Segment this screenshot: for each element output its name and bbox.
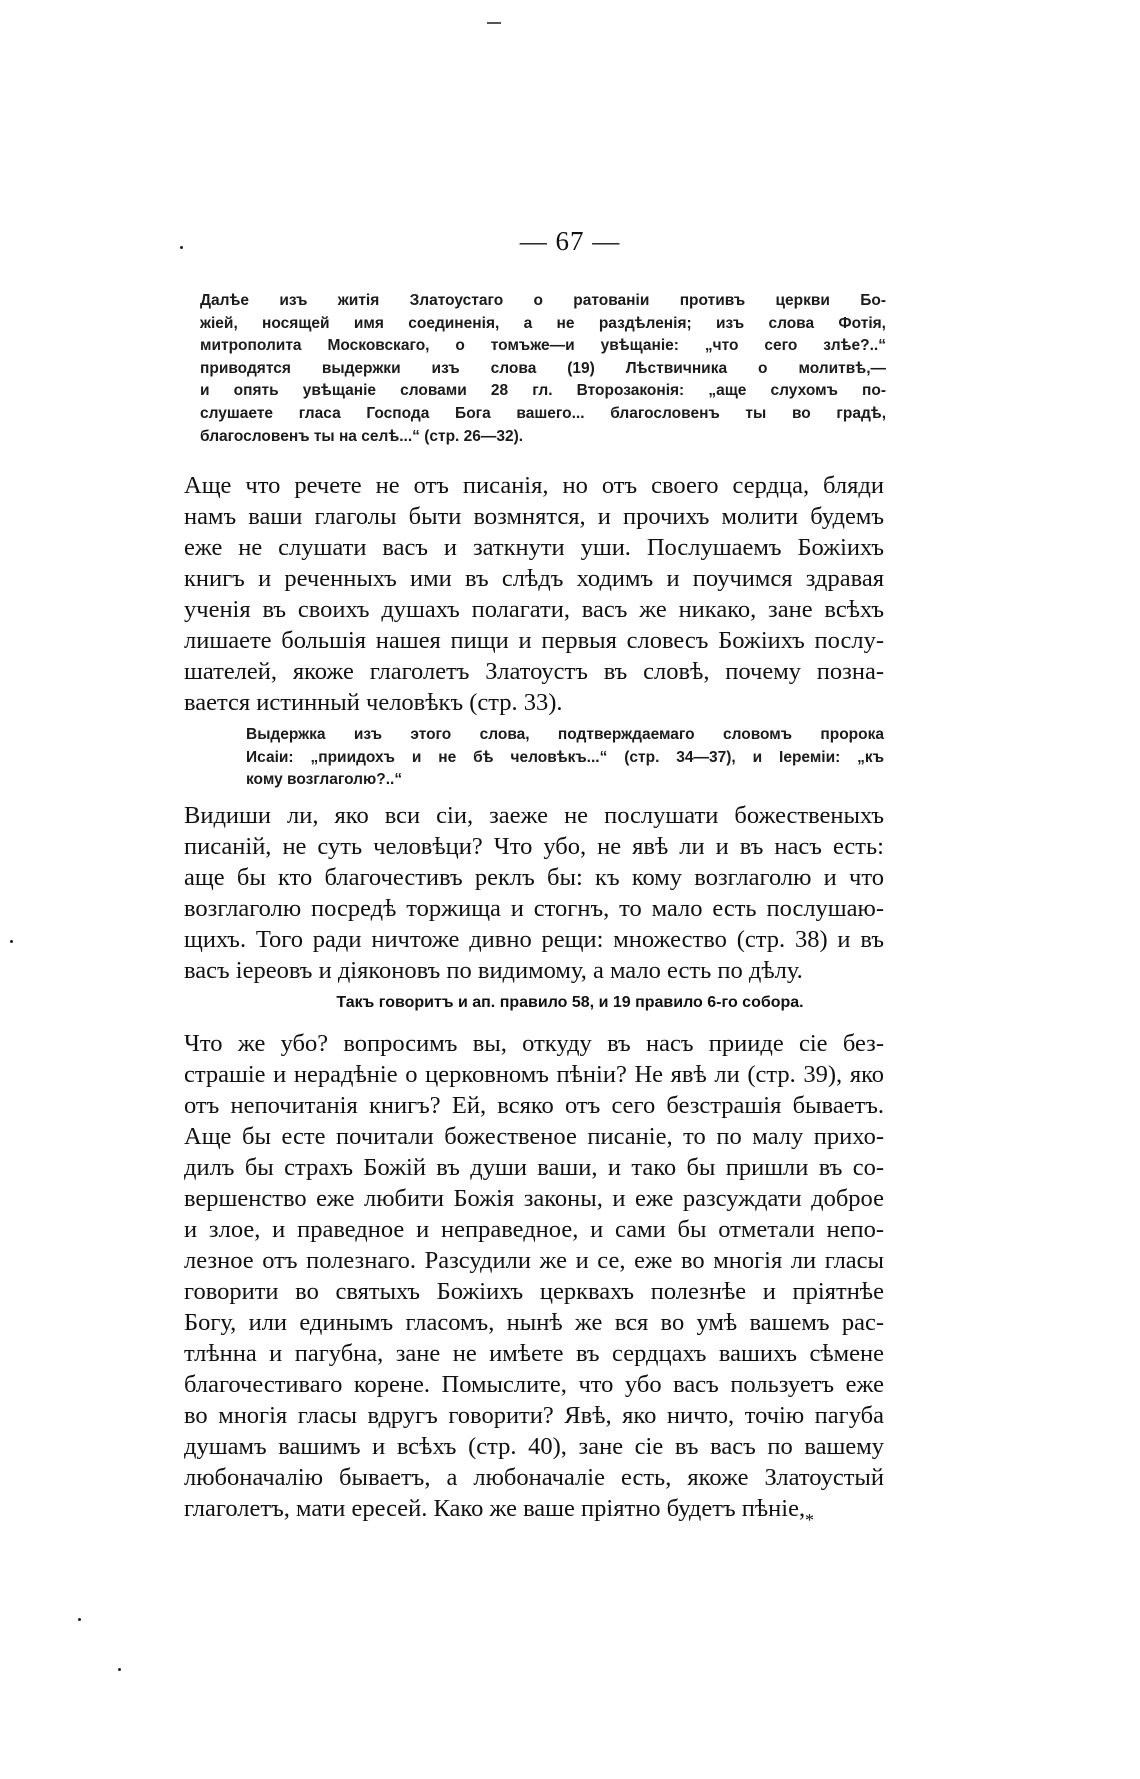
text-line: писаній, не суть человѣци? Что убо, не явѣ ли и въ насъ есть:	[184, 833, 884, 860]
text-line: страшіе и нерадѣніе о церковномъ пѣніи? Не явѣ ли (стр. 39), яко	[184, 1061, 884, 1088]
text-line: душамъ вашимъ и всѣхъ (стр. 40), зане сіе въ васъ по вашему	[184, 1433, 884, 1460]
text-line: слушаете гласа Господа Бога вашего... благословенъ ты во градѣ,	[200, 404, 886, 422]
note-paragraph-3: Такъ говоритъ и ап. правило 58, и 19 правило 6-го собора.	[336, 994, 804, 1011]
text-line: отъ непочитанія книгъ? Ей, всяко отъ сего безстрашія бываетъ.	[184, 1092, 884, 1119]
text-line: аще бы кто благочестивъ реклъ бы: къ кому возглаголю и что	[184, 864, 884, 891]
text-line: возглаголю посредѣ торжища и стогнъ, то мало есть послушаю-	[184, 895, 884, 922]
text-line: Аще бы есте почитали божественое писаніе, то по малу прихо-	[184, 1123, 884, 1150]
text-line: вершенство еже любити Божія законы, и еже разсуждати доброе	[184, 1185, 884, 1212]
text-line: вается истинный человѣкъ (стр. 33).	[184, 689, 563, 716]
text-line: жіей, носящей имя соединенія, а не раздѣленія; изъ слова Фотія,	[200, 314, 886, 332]
text-line: митрополита Московскаго, о томъже—и увѣщаніе: „что сего злѣе?..“	[200, 337, 886, 355]
text-line: еже не слушати васъ и заткнути уши. Послушаемъ Божіихъ	[184, 534, 884, 561]
margin-dot-mark	[78, 1618, 81, 1621]
margin-dot-mark	[118, 1668, 121, 1671]
text-line: лишаете большія нашея пищи и первыя словесъ Божіихъ послу-	[184, 627, 884, 654]
text-line: говорити во святыхъ Божіихъ церквахъ полезнѣе и пріятнѣе	[184, 1278, 884, 1305]
page-number: — 67 —	[519, 226, 621, 256]
text-line: намъ ваши глаголы быти возмнятся, и прочихъ молити будемъ	[184, 503, 884, 530]
text-line: Что же убо? вопросимъ вы, откуду въ насъ прииде сіе без-	[184, 1030, 884, 1057]
margin-dot-mark	[180, 246, 183, 249]
text-line: благочестиваго корене. Помыслите, что убо васъ пользуетъ еже	[184, 1371, 884, 1398]
text-line: глаголетъ, мати ересей. Како же ваше пріятно будетъ пѣніе,	[184, 1495, 806, 1522]
text-line: книгъ и реченныхъ ими въ слѣдъ ходимъ и поучимся здравая	[184, 565, 884, 592]
text-line: тлѣнна и пагубна, зане не имѣете въ сердцахъ вашихъ сѣмене	[184, 1340, 884, 1367]
text-line: во многія гласы вдругъ говорити? Явѣ, яко ничто, точію пагуба	[184, 1402, 884, 1429]
footer-asterisk-mark: *	[805, 1510, 814, 1530]
text-line: васъ іереовъ и діяконовъ по видимому, а мало есть по дѣлу.	[184, 957, 803, 984]
margin-dot-mark	[10, 940, 13, 943]
note-paragraph-2	[246, 724, 884, 792]
text-line: любоначалію бываетъ, а любоначаліе есть, якоже Златоустый	[184, 1464, 884, 1491]
text-line: шателей, якоже глаголетъ Златоустъ въ словѣ, почему позна-	[184, 658, 884, 685]
text-line: щихъ. Того ради ничтоже дивно рещи: множество (стр. 38) и въ	[184, 926, 884, 953]
text-line: и опять увѣщаніе словами 28 гл. Второзаконія: „аще слухомъ по-	[200, 382, 886, 400]
text-line: дилъ бы страхъ Божій въ души ваши, и тако бы пришли въ со-	[184, 1154, 884, 1181]
text-line: Далѣе изъ житія Златоустаго о ратованіи противъ церкви Бо-	[200, 292, 886, 309]
text-line: благословенъ ты на селѣ...“ (стр. 26—32).	[200, 427, 524, 445]
top-dash-mark	[487, 22, 501, 24]
text-line: Исаіи: „приидохъ и не бѣ человѣкъ...“ (стр. 34—37), и Іереміи: „къ	[246, 748, 884, 766]
text-line: Видиши ли, яко вси сіи, заеже не послушати божественыхъ	[184, 802, 884, 829]
text-line: и злое, и праведное и неправедное, и сами бы отметали непо-	[184, 1216, 884, 1243]
text-line: лезное отъ полезнаго. Разсудили же и се, еже во многія ли гласы	[184, 1247, 884, 1274]
text-line: кому возглаголю?..“	[246, 771, 403, 789]
text-line: Выдержка изъ этого слова, подтверждаемаго словомъ пророка	[246, 726, 884, 743]
main-paragraph-3	[184, 1028, 884, 1524]
main-paragraph-1	[184, 470, 884, 718]
text-line: Аще что речете не отъ писанія, но отъ своего сердца, бляди	[184, 472, 884, 499]
text-line: ученія въ своихъ душахъ полагати, васъ же никако, зане всѣхъ	[184, 596, 884, 623]
text-line: Богу, или единымъ гласомъ, нынѣ же вся во умѣ вашемъ рас-	[184, 1309, 884, 1336]
text-line: приводятся выдержки изъ слова (19) Лѣствичника о молитвѣ,—	[200, 359, 886, 377]
note-paragraph-1	[200, 290, 886, 448]
main-paragraph-2	[184, 800, 884, 986]
